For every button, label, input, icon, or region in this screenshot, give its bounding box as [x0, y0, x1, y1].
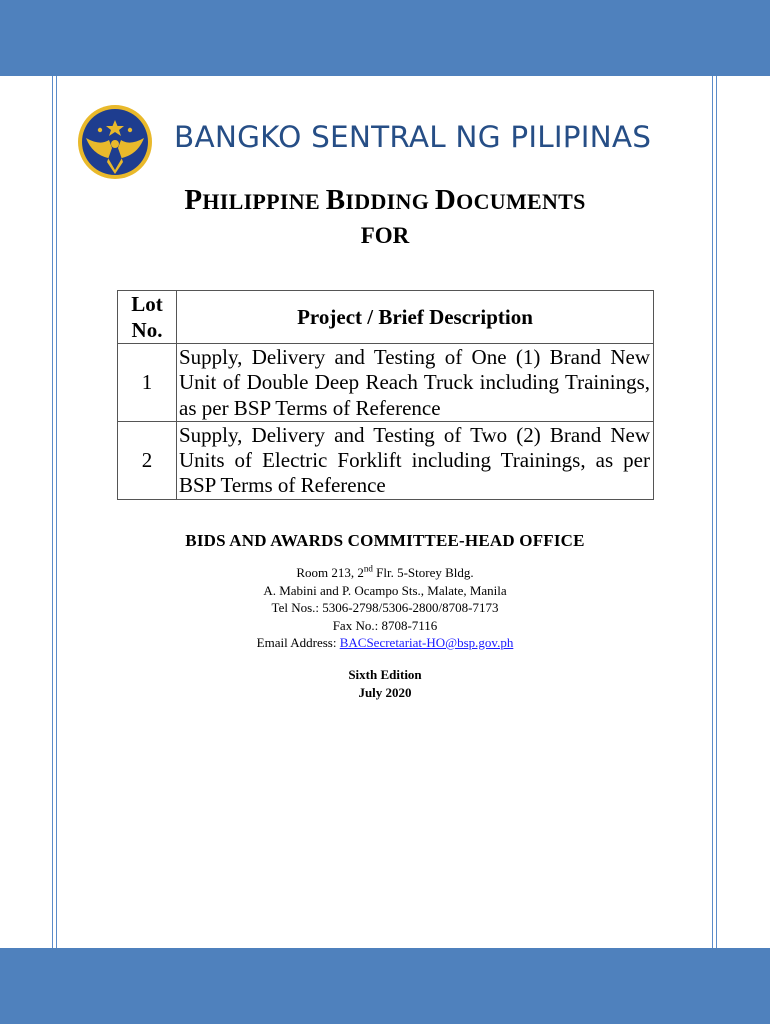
lot-description: Supply, Delivery and Testing of Two (2) Brand New Units of Electric Forklift including Trainings, as per BSP Terms of Reference	[177, 421, 654, 499]
street-line: A. Mabini and P. Ocampo Sts., Malate, Manila	[263, 582, 507, 598]
description-header: Project / Brief Description	[177, 291, 654, 344]
bottom-color-band	[0, 948, 770, 1024]
brand-name: BANGKO SENTRAL NG PILIPINAS	[174, 120, 652, 154]
email-link[interactable]: BACSecretariat-HO@bsp.gov.ph	[339, 635, 514, 650]
edition-block	[0, 666, 770, 702]
room-line: Room 213, 2nd Flr. 5-Storey Bldg.	[296, 563, 474, 580]
committee-heading: BIDS AND AWARDS COMMITTEE-HEAD OFFICE	[185, 531, 585, 550]
address-block	[0, 564, 770, 652]
lot-number-header: Lot No.	[118, 291, 177, 344]
lot-description: Supply, Delivery and Testing of One (1) Brand New Unit of Double Deep Reach Truck including Trainings, as per BSP Terms of Reference	[177, 344, 654, 422]
lot-number: 2	[118, 421, 177, 499]
edition-date: July 2020	[358, 685, 412, 700]
bsp-eagle-seal-icon	[76, 104, 154, 180]
table-row	[118, 344, 654, 422]
email-line	[0, 634, 770, 652]
top-color-band	[0, 0, 770, 76]
email-label: Email Address:	[256, 635, 340, 650]
table-header-row	[118, 291, 654, 344]
document-subtitle: FOR	[360, 223, 410, 248]
fax-line: Fax No.: 8708-7116	[332, 617, 438, 633]
table-row	[118, 421, 654, 499]
edition-name: Sixth Edition	[348, 667, 422, 682]
document-title: PHILIPPINE BIDDING DOCUMENTS	[184, 184, 586, 216]
lot-table	[117, 290, 654, 500]
tel-line: Tel Nos.: 5306-2798/5306-2800/8708-7173	[271, 600, 499, 615]
lot-number: 1	[118, 344, 177, 422]
